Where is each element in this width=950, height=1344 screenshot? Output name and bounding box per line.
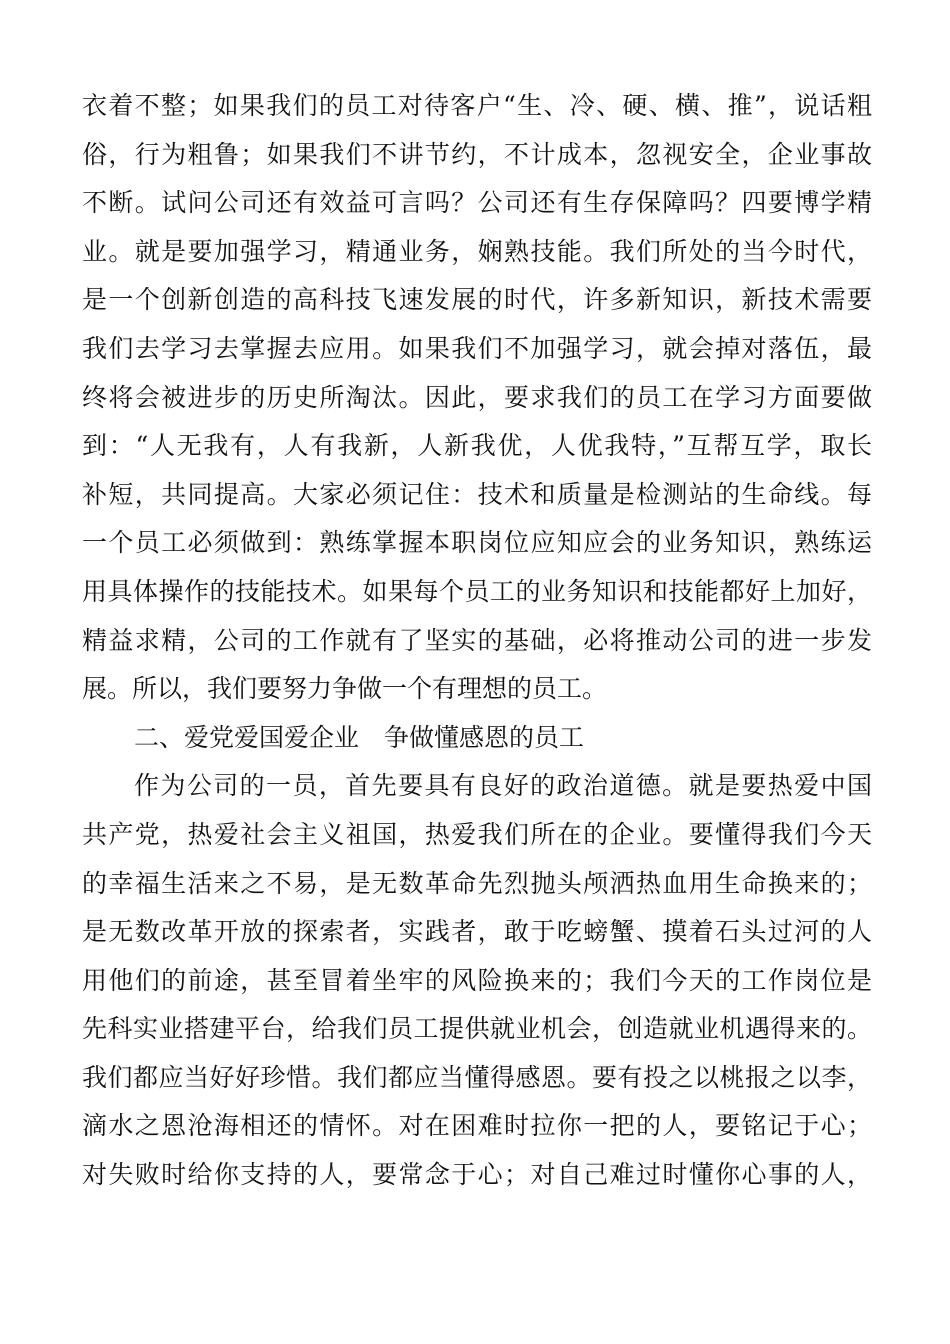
- text-line: 精益求精，公司的工作就有了坚实的基础，必将推动公司的进一步发: [82, 625, 872, 655]
- text-line: 的幸福生活来之不易，是无数革命先烈抛头颅洒热血用生命换来的；: [82, 868, 872, 898]
- text-line: 对失败时给你支持的人，要常念于心；对自己难过时懂你心事的人，: [82, 1160, 872, 1190]
- text-line: 衣着不整；如果我们的员工对待客户“生、冷、硬、横、推”，说话粗: [82, 91, 872, 120]
- body-text: [82, 82, 872, 1200]
- text-line: 先科实业搭建平台，给我们员工提供就业机会，创造就业机遇得来的。: [82, 1014, 872, 1044]
- text-line: 用具体操作的技能技术。如果每个员工的业务知识和技能都好上加好，: [82, 576, 872, 606]
- text-line: 一个员工必须做到：熟练掌握本职岗位应知应会的业务知识，熟练运: [82, 528, 872, 558]
- text-line: 是一个创新创造的高科技飞速发展的时代，许多新知识，新技术需要: [82, 285, 872, 315]
- text-line: 我们去学习去掌握去应用。如果我们不加强学习，就会掉对落伍，最: [82, 333, 872, 363]
- text-line: 终将会被进步的历史所淘汰。因此，要求我们的员工在学习方面要做: [82, 382, 872, 412]
- text-line: 滴水之恩沧海相还的情怀。对在困难时拉你一把的人，要铭记于心；: [82, 1111, 872, 1141]
- text-line: 俗，行为粗鲁；如果我们不讲节约，不计成本，忽视安全，企业事故: [82, 139, 872, 169]
- text-line: 用他们的前途，甚至冒着坐牢的风险换来的；我们今天的工作岗位是: [82, 965, 872, 995]
- text-line: 是无数改革开放的探索者，实践者，敢于吃螃蟹、摸着石头过河的人: [82, 917, 872, 947]
- text-line: 作为公司的一员，首先要具有良好的政治道德。就是要热爱中国: [134, 771, 872, 801]
- text-line: 不断。试问公司还有效益可言吗？公司还有生存保障吗？四要博学精: [82, 188, 872, 218]
- text-line: 补短，共同提高。大家必须记住：技术和质量是检测站的生命线。每: [82, 479, 872, 509]
- text-line: 到：“人无我有，人有我新，人新我优，人优我特，”互帮互学，取长: [82, 431, 872, 461]
- text-line: 我们都应当好好珍惜。我们都应当懂得感恩。要有投之以桃报之以李，: [82, 1062, 872, 1092]
- text-line: 共产党，热爱社会主义祖国，热爱我们所在的企业。要懂得我们今天: [82, 819, 872, 849]
- text-line: 展。所以，我们要努力争做一个有理想的员工。: [82, 674, 608, 704]
- text-line: 业。就是要加强学习，精通业务，娴熟技能。我们所处的当今时代，: [82, 236, 872, 266]
- text-line: 二、爱党爱国爱企业 争做懂感恩的员工: [134, 722, 585, 752]
